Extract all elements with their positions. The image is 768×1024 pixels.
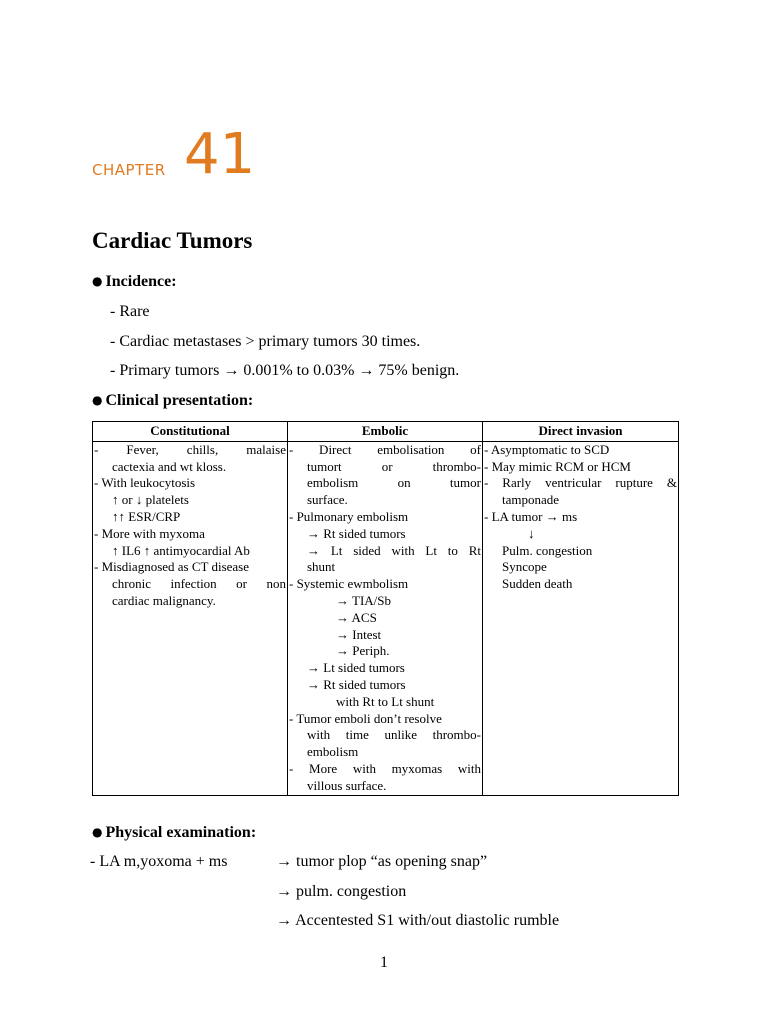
cell-line: Sudden death bbox=[502, 576, 573, 592]
chapter-number: 41 bbox=[184, 122, 256, 187]
cell-line: - Systemic ewmbolism bbox=[289, 576, 409, 592]
physical-lead: - LA m,yoxoma + ms bbox=[90, 853, 228, 870]
cell-line: - More with myxoma bbox=[94, 525, 205, 541]
chapter-label: CHAPTER bbox=[92, 161, 166, 179]
cell-line: ↑↑ ESR/CRP bbox=[112, 508, 181, 524]
cell-line: - Rarly ventricular rupture & bbox=[484, 475, 677, 491]
incidence-item-2: - Cardiac metastases > primary tumors 30 times. bbox=[110, 333, 421, 350]
cell-line: cardiac malignancy. bbox=[112, 592, 216, 608]
incidence-item-3: - Primary tumors → 0.001% to 0.03% → 75% benign. bbox=[110, 362, 460, 379]
cell-line: ↑ IL6 ↑ antimyocardial Ab bbox=[112, 542, 250, 558]
cell-line: Syncope bbox=[502, 559, 547, 575]
table-row bbox=[93, 441, 679, 795]
cell-line: - Fever, chills, malaise bbox=[94, 441, 286, 457]
cell-line: surface. bbox=[307, 492, 348, 508]
page-number: 1 bbox=[380, 954, 388, 971]
cell-line: - More with myxomas with bbox=[289, 760, 481, 776]
cell-line: villous surface. bbox=[307, 777, 387, 793]
cell-line: embolism on tumor bbox=[307, 475, 481, 491]
cell-line: tumort or thrombo- bbox=[307, 458, 481, 474]
cell-line: - Pulmonary embolism bbox=[289, 508, 409, 524]
cell-line: - Direct embolisation of bbox=[289, 441, 481, 457]
cell-line: - LA tumor → ms bbox=[484, 508, 578, 524]
cell-line: - With leukocytosis bbox=[94, 475, 196, 491]
table-header-row bbox=[93, 422, 679, 442]
physical-item-2: → pulm. congestion bbox=[276, 883, 407, 900]
bullet-icon: ● bbox=[92, 825, 103, 839]
bullet-icon: ● bbox=[92, 274, 103, 288]
incidence-item-1: - Rare bbox=[110, 303, 150, 320]
cell-line: ↑ or ↓ platelets bbox=[112, 492, 189, 508]
cell-line: - May mimic RCM or HCM bbox=[484, 458, 631, 474]
cell-line: → Lt sided tumors bbox=[307, 660, 405, 676]
down-arrow-icon: ↓ bbox=[528, 525, 535, 541]
physical-item-1: → tumor plop “as opening snap” bbox=[276, 853, 488, 870]
direct-invasion-cell bbox=[483, 441, 679, 795]
page-title: Cardiac Tumors bbox=[92, 228, 253, 253]
cell-line: cactexia and wt kloss. bbox=[112, 458, 227, 474]
cell-line: → TIA/Sb bbox=[336, 592, 392, 608]
cell-line: with Rt to Lt shunt bbox=[336, 693, 435, 709]
cell-line: - Tumor emboli don’t resolve bbox=[289, 710, 442, 726]
cell-line: → Intest bbox=[336, 626, 382, 642]
cell-line: with time unlike thrombo- bbox=[307, 727, 481, 743]
cell-line: - Asymptomatic to SCD bbox=[484, 441, 610, 457]
cell-line: embolism bbox=[307, 744, 359, 760]
cell-line: → Periph. bbox=[336, 643, 390, 659]
bullet-icon: ● bbox=[92, 393, 103, 407]
column-header-embolic: Embolic bbox=[288, 422, 483, 442]
physical-heading: ● Physical examination: bbox=[92, 824, 257, 841]
cell-line: Pulm. congestion bbox=[502, 542, 593, 558]
cell-line: → ACS bbox=[336, 609, 377, 625]
constitutional-cell bbox=[93, 441, 288, 795]
cell-line: chronic infection or non bbox=[112, 576, 286, 592]
cell-line: shunt bbox=[307, 559, 336, 575]
incidence-heading: ● Incidence: bbox=[92, 273, 177, 290]
column-header-direct-invasion: Direct invasion bbox=[483, 422, 679, 442]
column-header-constitutional: Constitutional bbox=[93, 422, 288, 442]
embolic-cell bbox=[288, 441, 483, 795]
cell-line: → Rt sided tumors bbox=[307, 676, 406, 692]
clinical-heading: ● Clinical presentation: bbox=[92, 392, 254, 409]
clinical-table bbox=[92, 421, 679, 796]
cell-line: - Misdiagnosed as CT disease bbox=[94, 559, 250, 575]
cell-line: → Lt sided with Lt to Rt bbox=[307, 542, 481, 558]
cell-line: tamponade bbox=[502, 492, 560, 508]
physical-item-3: → Accentested S1 with/out diastolic rumble bbox=[276, 912, 560, 929]
cell-line: → Rt sided tumors bbox=[307, 525, 406, 541]
